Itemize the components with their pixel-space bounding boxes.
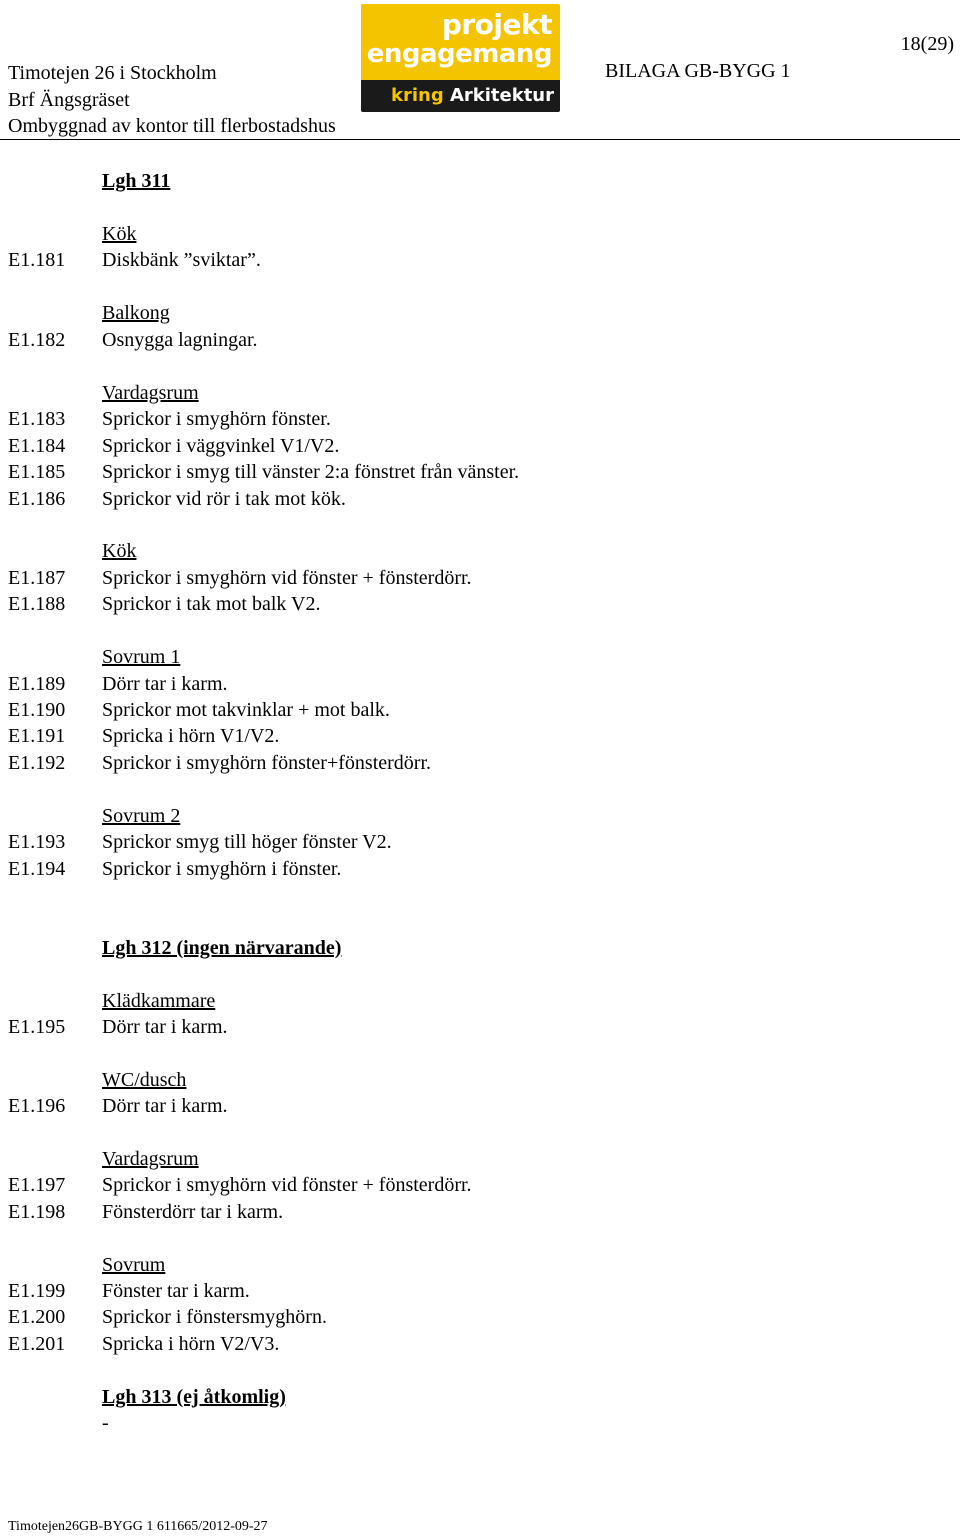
heading-text: Sovrum 1	[102, 646, 181, 668]
item-description: Sprickor i smyghörn vid fönster + fönsterdörr.	[102, 567, 472, 589]
item-code: E1.199	[8, 1280, 66, 1302]
item-description: Sprickor smyg till höger fönster V2.	[102, 831, 392, 853]
item-description: Spricka i hörn V2/V3.	[102, 1333, 280, 1355]
item-description: Sprickor i smyghörn i fönster.	[102, 858, 342, 880]
item-description: Sprickor i väggvinkel V1/V2.	[102, 435, 340, 457]
item-description: Sprickor i smyghörn vid fönster + fönsterdörr.	[102, 1174, 472, 1196]
heading-text: Sovrum	[102, 1254, 166, 1276]
item-code: E1.200	[8, 1306, 66, 1328]
item-description: Sprickor i smyghörn fönster+fönsterdörr.	[102, 752, 432, 774]
item-description: Diskbänk ”sviktar”.	[102, 249, 261, 271]
item-code: E1.192	[8, 752, 66, 774]
logo-text-middle: engagemang	[366, 39, 552, 69]
heading-text: Lgh 311	[102, 170, 171, 192]
item-code: E1.191	[8, 725, 66, 747]
item-code: E1.188	[8, 593, 66, 615]
item-description: Dörr tar i karm.	[102, 1016, 228, 1038]
item-code: E1.184	[8, 435, 66, 457]
item-description: Sprickor vid rör i tak mot kök.	[102, 488, 346, 510]
heading-text: Klädkammare	[102, 990, 216, 1012]
item-code: E1.187	[8, 567, 66, 589]
logo-text-top: projekt	[441, 8, 552, 41]
heading-text: Sovrum 2	[102, 805, 181, 827]
item-code: E1.182	[8, 329, 66, 351]
item-code: E1.196	[8, 1095, 66, 1117]
item-code: E1.198	[8, 1201, 66, 1223]
header-divider	[0, 139, 960, 140]
document-footer: Timotejen26GB-BYGG 1 611665/2012-09-27	[8, 1519, 268, 1534]
heading-text: -	[102, 1412, 109, 1434]
item-code: E1.185	[8, 461, 66, 483]
heading-text: Vardagsrum	[102, 1148, 199, 1170]
item-code: E1.189	[8, 673, 66, 695]
appendix-label: BILAGA GB-BYGG 1	[605, 60, 791, 82]
item-description: Fönster tar i karm.	[102, 1280, 250, 1302]
heading-text: Kök	[102, 223, 137, 245]
heading-text: Kök	[102, 540, 137, 562]
heading-text: WC/dusch	[102, 1069, 187, 1091]
item-description: Sprickor i fönstersmyghörn.	[102, 1306, 327, 1328]
item-code: E1.181	[8, 249, 66, 271]
item-code: E1.193	[8, 831, 66, 853]
project-description: Ombyggnad av kontor till flerbostadshus	[8, 115, 336, 137]
item-description: Osnygga lagningar.	[102, 329, 258, 351]
item-description: Spricka i hörn V1/V2.	[102, 725, 280, 747]
heading-text: Lgh 312 (ingen närvarande)	[102, 937, 342, 959]
heading-text: Balkong	[102, 302, 170, 324]
company-logo	[361, 4, 560, 112]
item-description: Fönsterdörr tar i karm.	[102, 1201, 284, 1223]
item-description: Dörr tar i karm.	[102, 1095, 228, 1117]
item-code: E1.194	[8, 858, 66, 880]
item-description: Dörr tar i karm.	[102, 673, 228, 695]
item-description: Sprickor i smyghörn fönster.	[102, 408, 331, 430]
item-code: E1.201	[8, 1333, 66, 1355]
heading-text: Vardagsrum	[102, 382, 199, 404]
client-name: Brf Ängsgräset	[8, 89, 130, 111]
item-code: E1.195	[8, 1016, 66, 1038]
item-code: E1.186	[8, 488, 66, 510]
item-code: E1.183	[8, 408, 66, 430]
item-description: Sprickor i tak mot balk V2.	[102, 593, 321, 615]
heading-text: Lgh 313 (ej åtkomlig)	[102, 1386, 286, 1408]
project-name: Timotejen 26 i Stockholm	[8, 62, 217, 84]
item-description: Sprickor i smyg till vänster 2:a fönstret från vänster.	[102, 461, 520, 483]
item-code: E1.197	[8, 1174, 66, 1196]
item-description: Sprickor mot takvinklar + mot balk.	[102, 699, 390, 721]
page-number: 18(29)	[900, 33, 954, 55]
item-code: E1.190	[8, 699, 66, 721]
logo-text-bottom: kring Arkitektur	[390, 85, 554, 106]
